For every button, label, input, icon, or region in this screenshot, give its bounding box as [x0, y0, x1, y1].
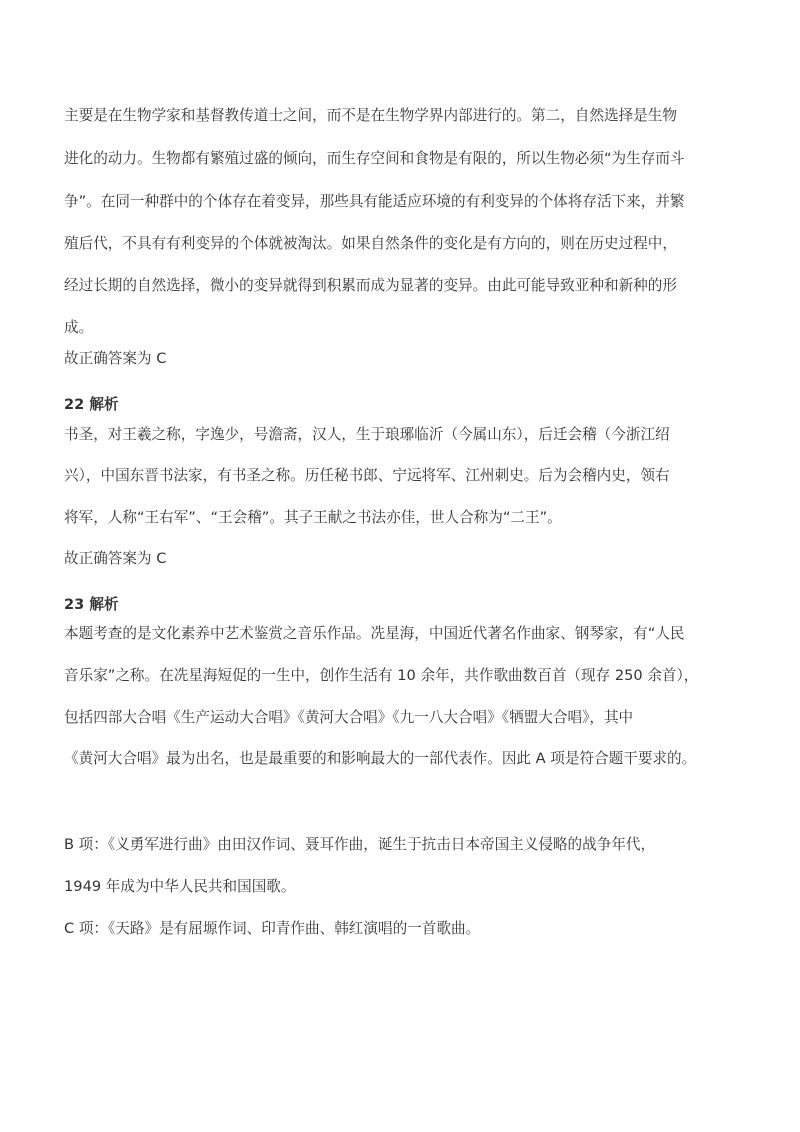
q22-line-1: 书圣，对王羲之称，字逸少，号澹斋，汉人，生于琅琊临沂（今属山东），后迁会稽（今浙江绍 — [64, 426, 670, 443]
q23-line-4: 《黄河大合唱》最为出名，也是最重要的和影响最大的一部代表作。因此 A 项是符合题干要求的。 — [64, 750, 697, 767]
q23-option-b-line-2: 1949 年成为中华人民共和国国歌。 — [64, 878, 296, 895]
q23-line-1: 本题考查的是文化素养中艺术鉴赏之音乐作品。冼星海，中国近代著名作曲家、钢琴家，有“人民 — [64, 625, 685, 642]
q23-line-3: 包括四部大合唱《生产运动大合唱》《黄河大合唱》《九一八大合唱》《牺盟大合唱》，其中 — [64, 709, 634, 726]
q23-line-2: 音乐家”之称。在冼星海短促的一生中，创作生活有 10 余年，共作歌曲数百首（现存 250 余首）， — [64, 667, 699, 684]
q22-answer: 故正确答案为 C — [64, 550, 167, 567]
q21-line-1: 主要是在生物学家和基督教传道士之间，而不是在生物学界内部进行的。第二，自然选择是生物 — [64, 107, 677, 124]
q23-heading: 23 解析 — [64, 596, 119, 613]
q21-answer: 故正确答案为 C — [64, 350, 167, 367]
q22-line-3: 将军，人称“王右军”、“王会稽”。其子王献之书法亦佳，世人合称为“二王”。 — [64, 509, 562, 526]
q21-line-2: 进化的动力。生物都有繁殖过盛的倾向，而生存空间和食物是有限的，所以生物必须“为生存而斗 — [64, 150, 685, 167]
q21-line-6: 成。 — [64, 319, 94, 336]
q21-line-4: 殖后代，不具有有利变异的个体就被淘汰。如果自然条件的变化是有方向的，则在历史过程中， — [64, 235, 677, 252]
q22-heading: 22 解析 — [64, 396, 119, 413]
q23-option-c: C 项：《天路》是有屈塬作词、印青作曲、韩红演唱的一首歌曲。 — [64, 920, 481, 937]
q21-line-3: 争”。在同一种群中的个体存在着变异，那些具有能适应环境的有利变异的个体将存活下来，并繁 — [64, 193, 685, 210]
q21-line-5: 经过长期的自然选择，微小的变异就得到积累而成为显著的变异。由此可能导致亚种和新种的形 — [64, 277, 677, 294]
q23-option-b-line-1: B 项：《义勇军进行曲》由田汉作词、聂耳作曲，诞生于抗击日本帝国主义侵略的战争年代， — [64, 836, 656, 853]
q22-line-2: 兴），中国东晋书法家，有书圣之称。历任秘书郎、宁远将军、江州刺史。后为会稽内史，领右 — [64, 467, 670, 484]
